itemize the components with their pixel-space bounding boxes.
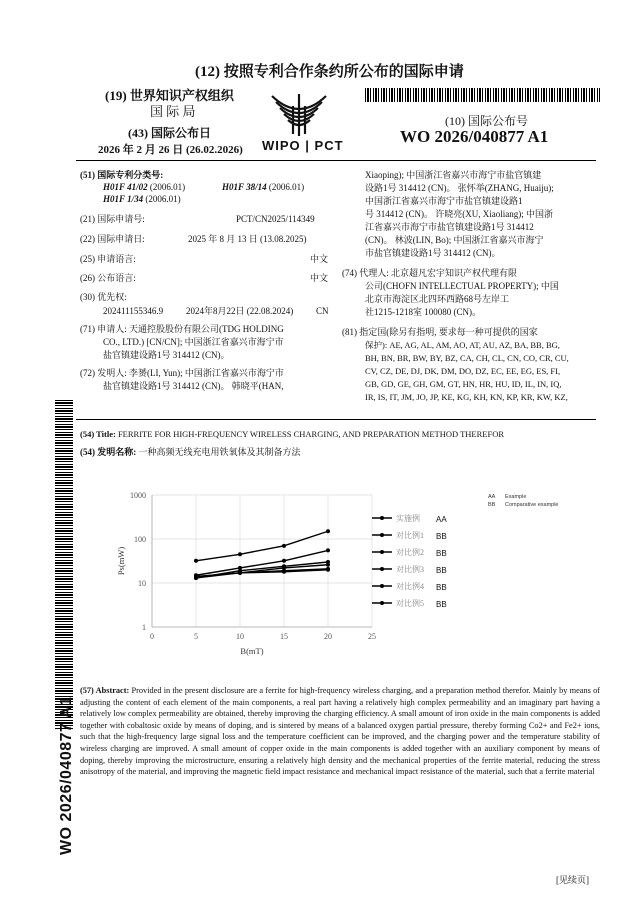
abstract: [80, 685, 600, 778]
agent-line-4: 社1215-1218室 100080 (CN)。: [365, 307, 481, 317]
series-point-5: [238, 571, 242, 575]
inventors-cont-4: 号 314412 (CN)。 许晓亮(XU, Xiaoliang); 中国浙: [365, 209, 553, 219]
legend-code: AA: [436, 515, 447, 524]
ipc-3: H01F 1/34 (2006.01): [103, 194, 181, 204]
y-tick-label: 10: [138, 579, 146, 588]
designated-line-3: BH, BN, BR, BW, BY, BZ, CA, CH, CL, CN, CO, CR, CU,: [365, 353, 569, 363]
abstract-label: (57) Abstract:: [80, 686, 130, 695]
inventors-cont-7: 市盐官镇建设路1号 314412 (CN)。: [365, 248, 501, 258]
chart-axes: [116, 491, 376, 656]
designated-line-4: CV, CZ, DE, DJ, DK, DM, DO, DZ, EC, EE, EG, ES, FI,: [365, 366, 561, 376]
inventors-cont-2: 设路1号 314412 (CN)。 张怀举(ZHANG, Huaiju);: [365, 183, 554, 193]
series-point-3: [326, 563, 330, 567]
designated-line-2: 保护): AE, AG, AL, AM, AO, AT, AU, AZ, BA, BB, BG,: [365, 340, 560, 350]
y-tick-label: 1: [142, 623, 146, 632]
legend-marker: [380, 533, 384, 537]
series-point-0: [194, 559, 198, 563]
document-title: (12) 按照专利合作条约所公布的国际申请: [195, 64, 464, 80]
legend-label: 对比例5: [396, 599, 424, 608]
series-point-5: [326, 567, 330, 571]
designated-line-1: (81) 指定国(除另有指明, 要求每一种可提供的国家: [342, 327, 538, 337]
legend-code: BB: [436, 583, 447, 592]
inventors-cont-1: Xiaoping); 中国浙江省嘉兴市海宁市盐官镇建: [365, 170, 542, 180]
applicant-line-2: CO., LTD.) [CN/CN]; 中国浙江省嘉兴市海宁市: [103, 337, 284, 347]
series-line-0: [196, 531, 328, 561]
pub-language-label: (26) 公布语言:: [80, 273, 136, 283]
legend-marker: [380, 550, 384, 554]
org-name: (19) 世界知识产权组织: [105, 88, 234, 103]
priority-country: CN: [316, 306, 329, 316]
x-tick-label: 15: [280, 632, 288, 641]
legend-code: BB: [436, 532, 447, 541]
loss-chart: [80, 470, 600, 675]
chart-grid: [152, 495, 372, 627]
series-point-5: [282, 569, 286, 573]
inventors-cont-6: (CN)。 林波(LIN, Bo); 中国浙江省嘉兴市海宁: [365, 235, 544, 245]
series-point-0: [326, 529, 330, 533]
designated-line-6: IR, IS, IT, JM, JO, JP, KE, KG, KH, KN, KP, KR, KW, KZ,: [365, 392, 568, 402]
wipo-pct-label: WIPO | PCT: [262, 138, 344, 153]
filing-date: 2025 年 8 月 13 日 (13.08.2025): [188, 234, 307, 244]
inventors-cont-5: 江省嘉兴市海宁市盐官镇建设路1号 314412: [365, 222, 534, 232]
x-tick-label: 0: [150, 632, 154, 641]
filing-language-label: (25) 申请语言:: [80, 254, 136, 264]
legend-label: 对比例3: [396, 565, 424, 574]
legend-marker: [380, 601, 384, 605]
series-point-1: [326, 548, 330, 552]
ipc-1: H01F 41/02 (2006.01): [103, 182, 186, 192]
barcode-top: [365, 88, 600, 102]
legend-code: BB: [436, 600, 447, 609]
inventor-line-2: 盐官镇建设路1号 314412 (CN)。 韩晓平(HAN,: [103, 381, 284, 391]
series-point-5: [194, 575, 198, 579]
legend-code: BB: [436, 549, 447, 558]
abstract-text: Provided in the present disclosure are a ferrite for high-frequency wireless charging, and a preparation method therefor. Mainly by means of adjusting the content of each element of the main components, a real part having a relatively high complex permeability and an imaginary part having a relatively low complex permeability are obtained, thereby improving the charging efficiency. A small amount of iron oxide in the main components is added together with cobaltosic oxide by means of doping, and is sintered by means of a balanced oxygen partial pressure, thereby forming Co2+ and Fe2+ ions, such that the high-frequency large signal loss and the temperature coefficient can be improved, and the charging power and the temperature stability of wireless charging are improved. A small amount of copper oxide in the main components is added together with an auxiliary component by means of doping, thereby improving the microstructure, ensuring a relatively high density and the mechanical properties of the ferrite material, reducing the stress anisotropy of the material, and improving the magnetic field impact resistance and mechanical impact resistance of the material, such that a ferrite material: [80, 686, 600, 777]
x-tick-label: 25: [368, 632, 376, 641]
designated-line-5: GB, GD, GE, GH, GM, GT, HN, HR, HU, ID, IL, IN, IQ,: [365, 379, 562, 389]
ipc-2: H01F 38/14 (2006.01): [222, 182, 305, 192]
pub-number: WO 2026/040877 A1: [400, 127, 549, 146]
agent-line-3: 北京市海淀区北四环西路68号左岸工: [365, 294, 510, 304]
pub-date-label: (43) 国际公布日: [128, 126, 211, 140]
legend-marker: [380, 567, 384, 571]
filing-date-label: (22) 国际申请日:: [80, 234, 145, 244]
x-axis-label: B(mT): [240, 646, 264, 656]
y-tick-label: 100: [134, 535, 146, 544]
legend-code: BB: [436, 566, 447, 575]
priority-number: 202411155346.9: [103, 306, 164, 316]
key-text: Comparative example: [505, 502, 559, 508]
agent-line-1: (74) 代理人: 北京超凡宏宇知识产权代理有限: [342, 268, 517, 278]
legend-label: 对比例2: [396, 548, 424, 557]
key-code: BB: [488, 502, 496, 508]
legend-marker: [380, 516, 384, 520]
inventor-line-1: (72) 发明人: 李赟(LI, Yun); 中国浙江省嘉兴市海宁市: [80, 368, 284, 378]
legend-label: 对比例1: [396, 531, 424, 540]
inventors-cont-3: 中国浙江省嘉兴市海宁市盐官镇建设路1: [365, 196, 523, 206]
x-tick-label: 20: [324, 632, 332, 641]
priority-date: 2024年8月22日 (22.08.2024): [186, 306, 294, 316]
key-text: Example: [505, 494, 527, 500]
side-pub-number: WO 2026/040877 A1: [58, 696, 75, 855]
chart-key: [488, 494, 559, 508]
title-chinese: (54) 发明名称: 一种高频无线充电用铁氧体及其制备方法: [80, 447, 301, 457]
priority-label: (30) 优先权:: [80, 292, 127, 302]
filing-language: 中文: [310, 254, 329, 264]
x-tick-label: 10: [236, 632, 244, 641]
series-point-0: [282, 544, 286, 548]
applicant-line-1: (71) 申请人: 天通控股股份有限公司(TDG HOLDING: [80, 324, 284, 334]
wipo-logo: [268, 92, 330, 138]
series-point-1: [282, 559, 286, 563]
app-number: PCT/CN2025/114349: [236, 214, 315, 224]
chart-legend: [372, 513, 447, 609]
org-bureau: 国 际 局: [150, 104, 196, 119]
pub-date: 2026 年 2 月 26 日 (26.02.2026): [98, 144, 243, 156]
legend-marker: [380, 584, 384, 588]
y-tick-label: 1000: [130, 491, 146, 500]
series-point-0: [238, 552, 242, 556]
biblio-divider: [76, 419, 596, 420]
applicant-line-3: 盐官镇建设路1号 314412 (CN)。: [103, 350, 230, 360]
x-tick-label: 5: [194, 632, 198, 641]
pub-number-label: (10) 国际公布号: [445, 114, 528, 128]
header-divider: [76, 160, 596, 161]
continued-marker: [见续页]: [556, 875, 589, 885]
barcode-side: [55, 400, 73, 730]
legend-label: 实施例: [396, 514, 420, 523]
title-english: (54) Title: FERRITE FOR HIGH-FREQUENCY WIRELESS CHARGING, AND PREPARATION METHOD THEREFOR: [80, 429, 505, 439]
key-code: AA: [488, 494, 496, 500]
ipc-label: (51) 国际专利分类号:: [80, 170, 164, 180]
legend-label: 对比例4: [396, 582, 424, 591]
app-number-label: (21) 国际申请号:: [80, 214, 145, 224]
y-axis-label: Ps(mW): [116, 546, 126, 576]
agent-line-2: 公司(CHOFN INTELLECTUAL PROPERTY); 中国: [365, 281, 559, 291]
chart-series: [194, 529, 330, 580]
pub-language: 中文: [310, 273, 329, 283]
